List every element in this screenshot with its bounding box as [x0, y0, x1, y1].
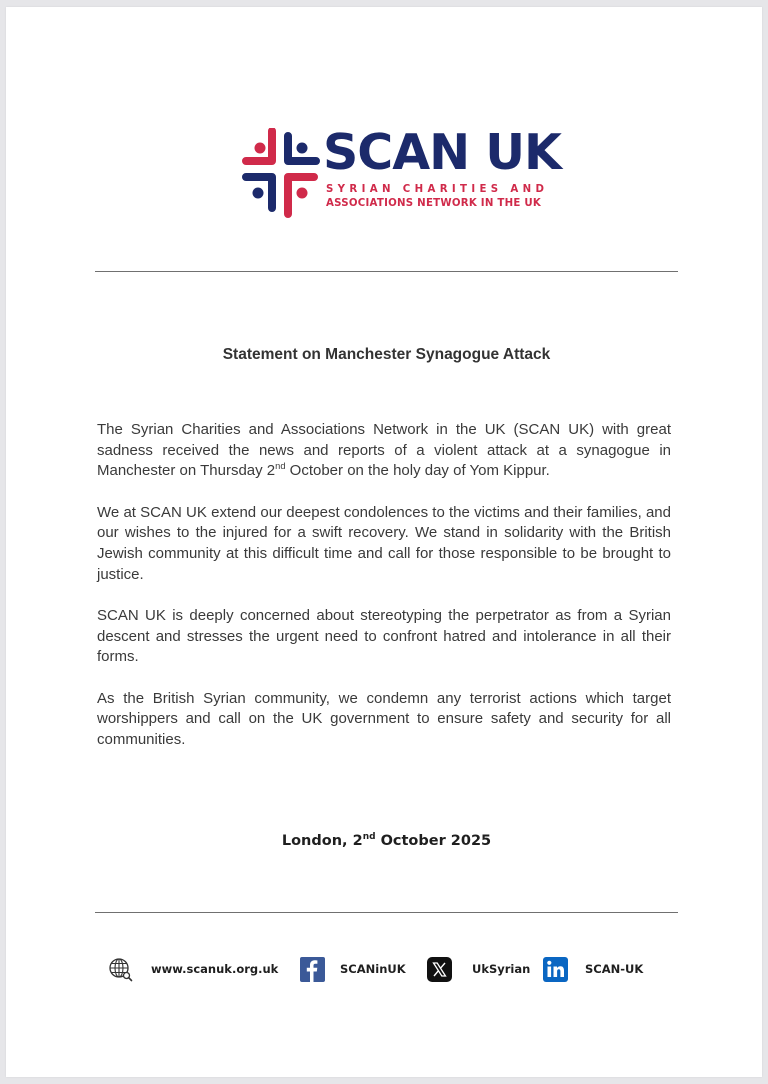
footer-link-website[interactable] — [108, 954, 278, 984]
x-label: UkSyrian — [472, 962, 531, 976]
facebook-icon — [300, 957, 325, 982]
document-page — [6, 7, 762, 1077]
footer-link-x[interactable] — [427, 954, 530, 984]
dateline — [95, 833, 678, 849]
x-twitter-icon — [427, 957, 452, 982]
paragraph-3: SCAN UK is deeply concerned about stereotyping the perpetrator as from a Syrian descent and stresses the urgent need to confront hatred and intolerance in all their forms. — [97, 606, 671, 666]
linkedin-label: SCAN-UK — [585, 962, 644, 976]
facebook-label: SCANinUK — [340, 962, 406, 976]
scan-uk-cross-logo-icon — [242, 128, 320, 218]
website-label: www.scanuk.org.uk — [151, 962, 279, 976]
paragraph-2: We at SCAN UK extend our deepest condolences to the victims and their families, and our wishes to the injured for a swift recovery. We stand in solidarity with the British Jewish community at this difficult time and call for those responsible to be brought to justice. — [97, 503, 671, 583]
dateline-text: London, 2 — [281, 833, 363, 849]
globe-icon — [108, 957, 133, 982]
logo-title: SCAN UK — [323, 124, 561, 181]
footer-divider — [95, 912, 678, 913]
header-divider — [95, 271, 678, 272]
scan-uk-logo — [236, 122, 561, 227]
paragraph-1 — [97, 420, 671, 482]
paragraph-4: As the British Syrian community, we condemn any terrorist actions which target worshippers and call on the UK government to ensure safety and security for all communities. — [97, 689, 671, 748]
statement-body — [97, 420, 671, 771]
dateline-ordinal: nd — [362, 832, 376, 843]
logo-subtitle-line1: SYRIAN CHARITIES AND — [326, 184, 549, 195]
statement-title: Statement on Manchester Synagogue Attack — [222, 346, 551, 363]
linkedin-icon — [543, 957, 568, 982]
footer-link-linkedin[interactable] — [543, 954, 643, 984]
ordinal-suffix: nd — [275, 461, 286, 472]
logo-subtitle-line2: ASSOCIATIONS NETWORK IN THE UK — [326, 198, 542, 209]
contact-footer — [104, 954, 704, 984]
footer-link-facebook[interactable] — [300, 954, 406, 984]
dateline-text-end: October 2025 — [375, 833, 492, 849]
paragraph-1-text: The Syrian Charities and Associations Network in the UK (SCAN UK) with great sadness received the news and reports of a violent attack at a synagogue in Manchester on Thursday 2 — [97, 421, 671, 480]
paragraph-1-text-end: October on the holy day of Yom Kippur. — [285, 462, 550, 480]
